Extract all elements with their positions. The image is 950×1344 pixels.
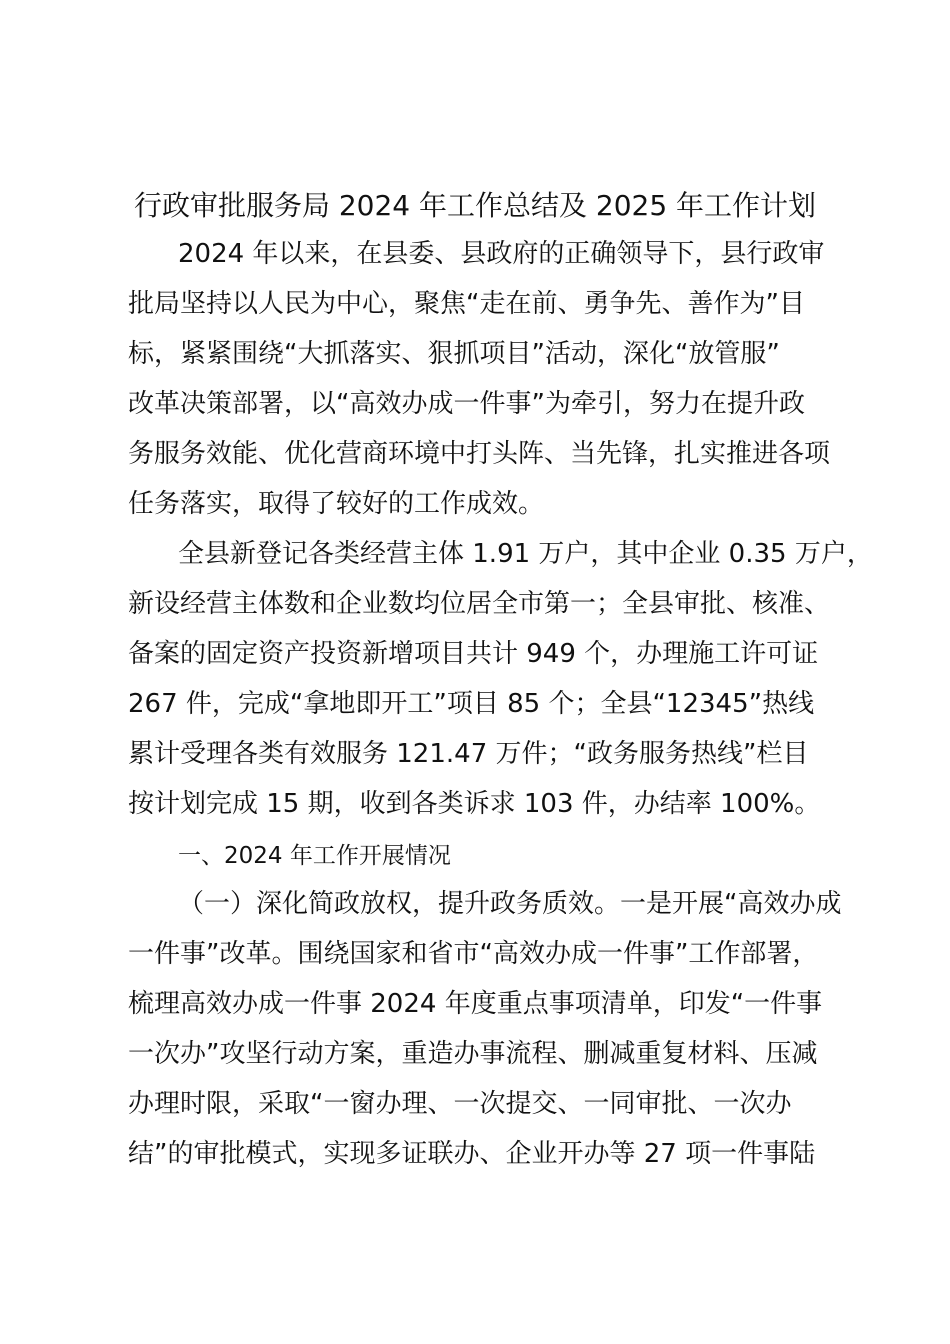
paragraph-3-line-1: （一）深化简政放权，提升政务质效。一是开展“高效办成: [178, 889, 842, 919]
document-title: 行政审批服务局 2024 年工作总结及 2025 年工作计划: [133, 189, 817, 222]
paragraph-1-line-2: 批局坚持以人民为中心，聚焦“走在前、勇争先、善作为”目: [128, 289, 805, 319]
paragraph-2-line-4: 267 件，完成“拿地即开工”项目 85 个；全县“12345”热线: [128, 689, 815, 719]
paragraph-3-line-2: 一件事”改革。围绕国家和省市“高效办成一件事”工作部署，: [128, 939, 819, 969]
paragraph-2-line-5: 累计受理各类有效服务 121.47 万件；“政务服务热线”栏目: [128, 739, 809, 769]
paragraph-3-line-3: 梳理高效办成一件事 2024 年度重点事项清单，印发“一件事: [128, 989, 823, 1019]
paragraph-1-line-5: 务服务效能、优化营商环境中打头阵、当先锋，扎实推进各项: [128, 439, 831, 469]
paragraph-2-line-2: 新设经营主体数和企业数均位居全市第一；全县审批、核准、: [128, 589, 831, 619]
paragraph-3-line-4: 一次办”攻坚行动方案，重造办事流程、删减重复材料、压减: [128, 1039, 818, 1069]
paragraph-3-line-6: 结”的审批模式，实现多证联办、企业开办等 27 项一件事陆: [128, 1139, 816, 1169]
paragraph-1-line-6: 任务落实，取得了较好的工作成效。: [128, 489, 545, 519]
paragraph-2-line-6: 按计划完成 15 期，收到各类诉求 103 件，办结率 100%。: [128, 789, 821, 819]
paragraph-1-line-1: 2024 年以来，在县委、县政府的正确领导下，县行政审: [178, 239, 825, 269]
paragraph-1-line-3: 标，紧紧围绕“大抓落实、狠抓项目”活动，深化“放管服”: [128, 339, 780, 369]
paragraph-2-line-1: 全县新登记各类经营主体 1.91 万户，其中企业 0.35 万户，: [178, 539, 873, 569]
paragraph-1-line-4: 改革决策部署，以“高效办成一件事”为牵引，努力在提升政: [128, 389, 805, 419]
paragraph-2-line-3: 备案的固定资产投资新增项目共计 949 个，办理施工许可证: [128, 639, 819, 669]
paragraph-3-line-5: 办理时限，采取“一窗办理、一次提交、一同审批、一次办: [128, 1089, 792, 1119]
section-heading: 一、2024 年工作开展情况: [178, 843, 451, 869]
